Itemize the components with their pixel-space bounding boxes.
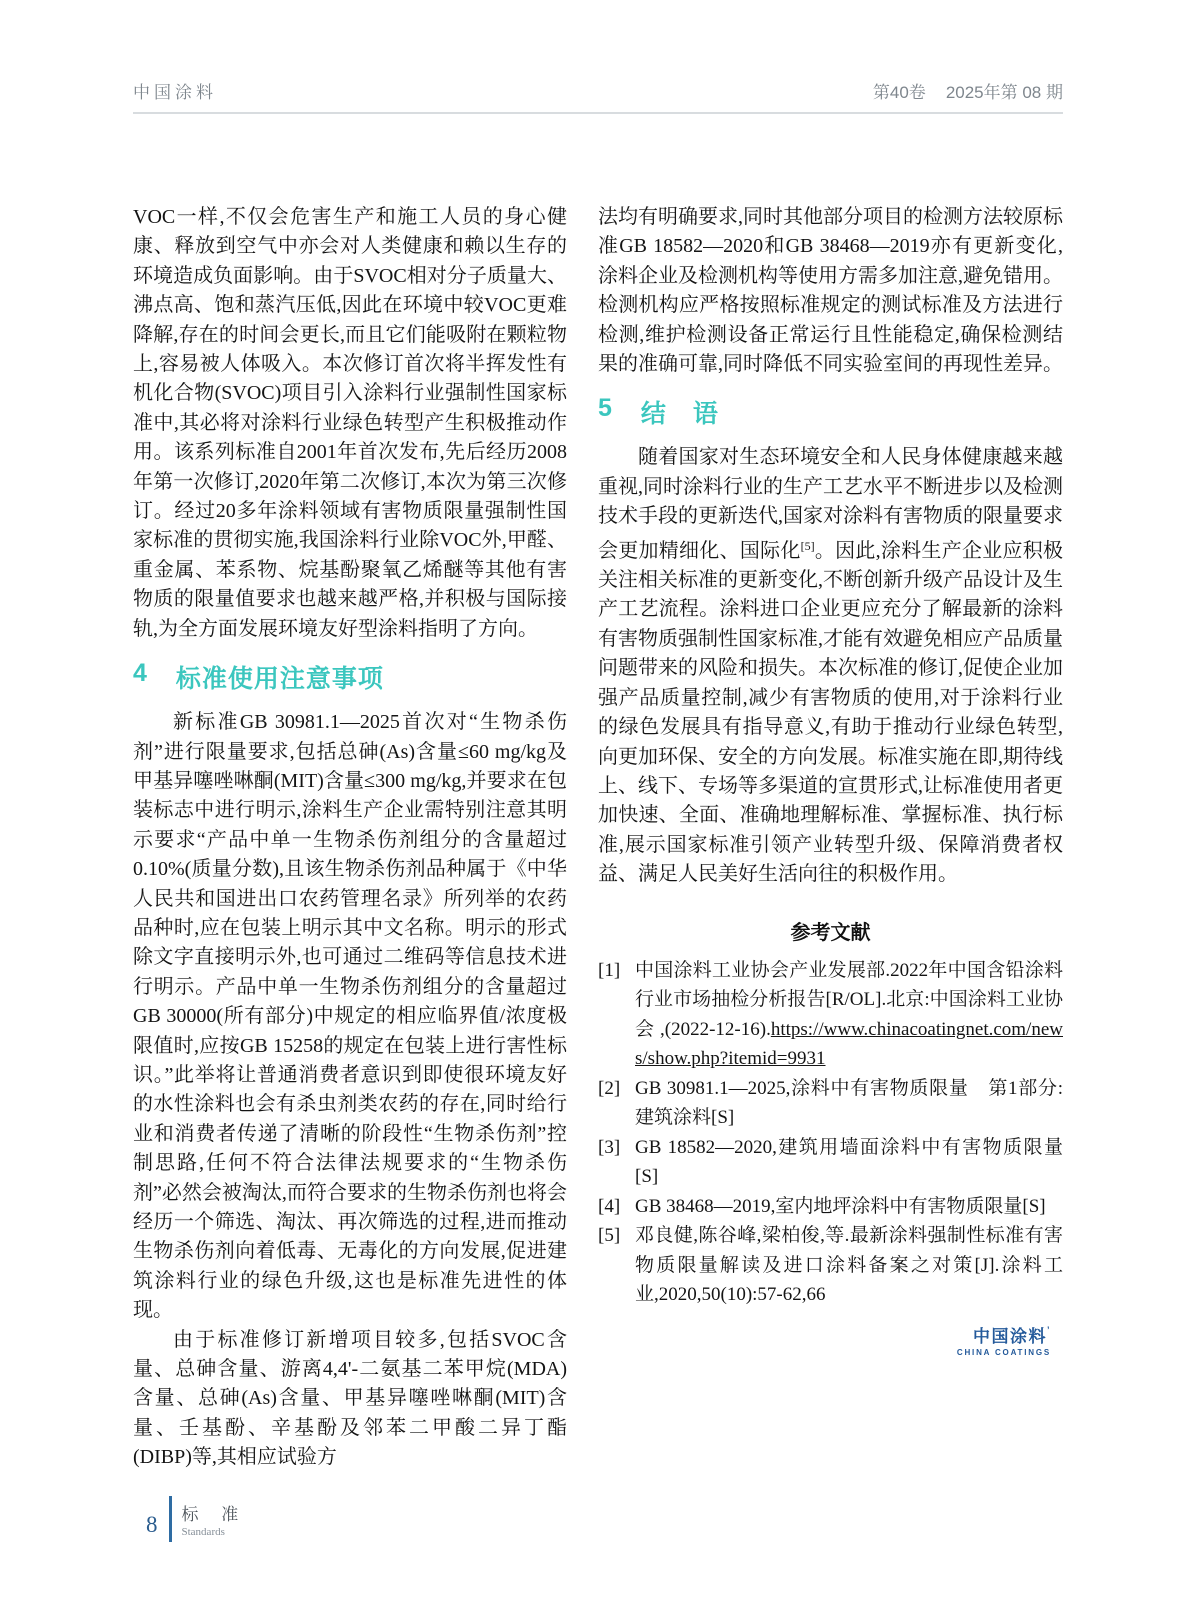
reference-item [598,1221,1063,1310]
page-footer [146,1496,247,1542]
reference-item [598,1074,1063,1133]
continuation-paragraph: 法均有明确要求,同时其他部分项目的检测方法较原标准GB 18582—2020和GB 38468—2019亦有更新变化,涂料企业及检测机构等使用方需多加注意,避免错用。检测机构应严格按照标准规定的测试标准及方法进行检测,维护检测设备正常运行且性能稳定,确保检测结果的准确可靠,同时降低不同实验室间的再现性差异。 [598,206,1063,376]
logo-trademark-tick: ’ [1046,1324,1051,1335]
reference-item [598,1133,1063,1192]
reference-text: GB 18582—2020,建筑用墙面涂料中有害物质限量[S] [635,1136,1063,1188]
left-column [133,203,567,1473]
section-number: 4 [133,659,148,688]
continuation-paragraph: VOC一样,不仅会危害生产和施工人员的身心健康、释放到空气中亦会对人类健康和赖以生存的环境造成负面影响。由于SVOC相对分子质量大、沸点高、饱和蒸汽压低,因此在环境中较VOC更难降解,存在的时间会更长,而且它们能吸附在颗粒物上,容易被人体吸入。本次修订首次将半挥发性有机化合物(SVOC)项目引入涂料行业强制性国家标准中,其必将对涂料行业绿色转型产生积极推动作用。该系列标准自2001年首次发布,先后经历2008年第一次修订,2020年第二次修订,本次为第三次修订。经过20多年涂料领域有害物质限量强制性国家标准的贯彻实施,我国涂料行业除VOC外,甲醛、重金属、苯系物、烷基酚聚氧乙烯醚等其他有害物质的限量值要求也越来越严格,并积极与国际接轨,为全方面发展环境友好型涂料指明了方向。 [133,206,567,640]
reference-url-link[interactable]: https://www.chinacoatingnet.com/news/show.php?itemid=9931 [635,1018,1063,1070]
reference-number: [4] [598,1195,621,1217]
citation-marker: [5] [800,538,815,553]
references-heading: 参考文献 [790,921,871,944]
right-column [598,203,1063,1473]
issue-info [873,78,1063,103]
footer-section-cn: 标 准 [181,1505,248,1524]
footer-divider-bar [169,1496,172,1542]
section5-paragraph [598,443,1063,889]
two-column-body [133,203,1063,1473]
paragraph-text: 。因此,涂料生产企业应积极关注相关标准的更新变化,不断创新升级产品设计及生产工艺流程。涂料进口企业更应充分了解最新的涂料有害物质强制性国家标准,才能有效避免相应产品质量问题带来的风险和损失。本次标准的修订,促使企业加强产品质量控制,减少有害物质的使用,对于涂料行业的绿色发展具有指导意义,有助于推动行业绿色转型,向更加环保、安全的方向发展。标准实施在即,期待线上、线下、专场等多渠道的宣贯形式,让标准使用者更加快速、全面、准确地理解标准、掌握标准、执行标准,展示国家标准引领产业转型升级、保障消费者权益、满足人民美好生活向往的积极作用。 [598,539,1064,886]
logo-chinese-text [598,1322,1051,1347]
footer-section-en: Standards [181,1526,225,1538]
reference-number: [3] [598,1136,621,1158]
section-title: 结 语 [640,400,719,429]
logo-english-text: CHINA COATINGS [956,1347,1051,1357]
reference-item [598,956,1063,1074]
section-title: 标准使用注意事项 [175,665,384,694]
reference-text [635,956,1063,1074]
section-heading-5 [598,394,1063,430]
reference-item [598,1192,1063,1222]
reference-text: GB 30981.1—2025,涂料中有害物质限量 第1部分: 建筑涂料[S] [635,1077,1063,1129]
section4-paragraph-2: 由于标准修订新增项目较多,包括SVOC含量、总砷含量、游离4,4'-二氨基二苯甲烷(MDA)含量、总砷(As)含量、甲基异噻唑啉酮(MIT)含量、壬基酚、辛基酚及邻苯二甲酸二异丁酯(DIBP)等,其相应试验方 [133,1328,567,1469]
journal-title: 中国涂料 [133,83,217,102]
section4-paragraph-1: 新标准GB 30981.1—2025首次对“生物杀伤剂”进行限量要求,包括总砷(As)含量≤60 mg/kg及甲基异噻唑啉酮(MIT)含量≤300 mg/kg,并要求在包装标志中进行明示,涂料生产企业需特别注意其明示要求“产品中单一生物杀伤剂组分的含量超过0.10%(质量分数),且该生物杀伤剂品种属于《中华人民共和国进出口农药管理名录》所列举的农药品种时,应在包装上明示其中文名称。明示的形式除文字直接明示外,也可通过二维码等信息技术进行明示。产品中单一生物杀伤剂组分的含量超过GB 30000(所有部分)中规定的相应临界值/浓度极限值时,应按GB 15258的规定在包装上进行害性标识。”此举将让普通消费者意识到即使很环境友好的水性涂料也会有杀虫剂类农药的存在,同时给行业和消费者传递了清晰的阶段性“生物杀伤剂”控制思路,任何不符合法律法规要求的“生物杀伤剂”必然会被淘汰,而符合要求的生物杀伤剂也将会经历一个筛选、淘汰、再次筛选的过程,进而推动生物杀伤剂向着低毒、无毒化的方向发展,促进建筑涂料行业的绿色升级,这也是标准先进性的体现。 [133,711,567,1322]
reference-number: [2] [598,1077,621,1099]
china-coatings-logo [598,1322,1063,1357]
section-heading-4 [133,659,567,695]
page-number: 8 [146,1512,158,1537]
volume-label: 第40卷 [872,83,926,102]
reference-text: 邓良健,陈谷峰,梁柏俊,等.最新涂料强制性标准有害物质限量解读及进口涂料备案之对策[J].涂料工业,2020,50(10):57-62,66 [635,1225,1063,1306]
page-header [133,78,1063,114]
footer-section-labels [182,1496,248,1542]
reference-number: [5] [598,1225,621,1247]
logo-cn-label: 中国涂料 [972,1326,1047,1346]
issue-label: 2025年第 08 期 [945,83,1063,102]
paragraph-text: 随着国家对生态环境安全和人民身体健康越来越重视,同时涂料行业的生产工艺水平不断进步以及检测技术手段的更新迭代,国家对涂料有害物质的限量要求会更加精细化、国际化 [598,446,1063,562]
section-number: 5 [598,394,613,423]
reference-text: GB 38468—2019,室内地坪涂料中有害物质限量[S] [635,1195,1046,1217]
reference-number: [1] [598,959,621,981]
reference-citation: 中国涂料工业协会产业发展部.2022年中国含铅涂料行业市场抽检分析报告[R/OL].北京:中国涂料工业协会,(2022-12-16). [635,959,1063,1040]
